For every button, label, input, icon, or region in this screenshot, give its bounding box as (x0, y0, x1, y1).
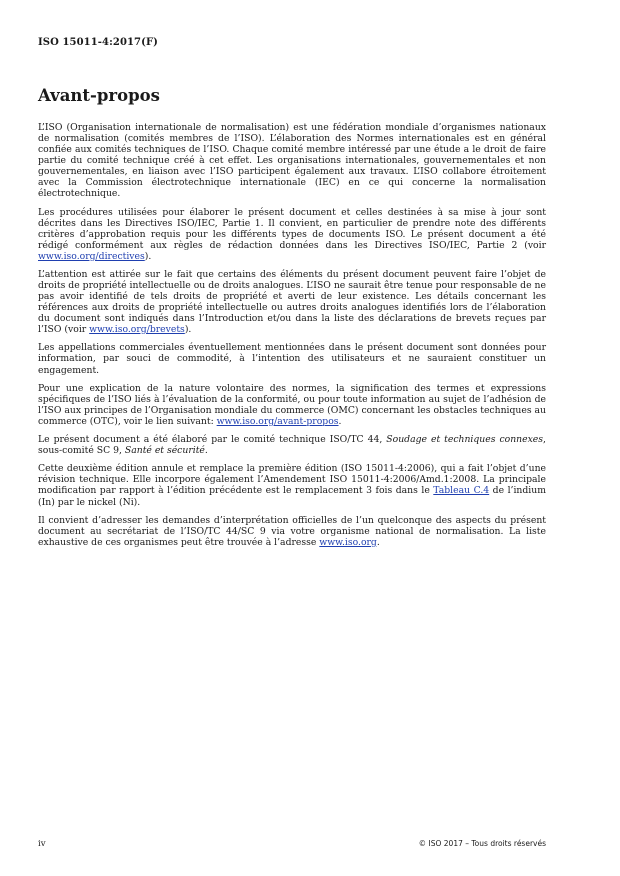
table-c4-link[interactable]: Tableau C.4 (433, 485, 490, 497)
paragraph-text: Il convient d’adresser les demandes d’interprétation officielles de l’un quelconque des aspects du présent document au secrétariat de l’ISO/TC 44/SC 9 via votre organisme national de normalisation. La liste exhaustive de ces organismes peut être trouvée à l’adresse (38, 514, 546, 548)
paragraph-voluntary-nature (38, 383, 546, 427)
paragraph-text: L’attention est attirée sur le fait que certains des éléments du présent document peuvent faire l’objet de droits de propriété intellectuelle ou de droits analogues. L’ISO ne saurait être tenue pour responsable de ne pas avoir identifié de tels droits de propriété et averti de leur existence. Les détails concernant les références aux droits de propriété intellectuelle ou autres droits analogues identifiés lors de l’élaboration du document sont indiqués dans l’Introduction et/ou dans la liste des déclarations de brevets reçues par l’ISO (voir (38, 268, 546, 336)
paragraph-text: Les procédures utilisées pour élaborer le présent document et celles destinées à sa mise à jour sont décrites dans les Directives ISO/IEC, Partie 1. Il convient, en particulier de prendre note des différents critères d’approbation requis pour les différents types de documents ISO. Le présent document a été rédigé conformément aux règles de rédaction données dans les Directives ISO/IEC, Partie 2 (voir (38, 206, 546, 251)
paragraph-committee (38, 434, 546, 456)
paragraph-text: de l’indium (In) par le nickel (Ni). (38, 485, 546, 508)
page-number: iv (38, 839, 46, 849)
paragraph-text: . (338, 415, 342, 427)
document-identifier: ISO 15011-4:2017(F) (38, 37, 158, 48)
page-title: Avant-propos (38, 86, 160, 105)
foreword-body (38, 122, 546, 555)
paragraph-text: Pour une explication de la nature volontaire des normes, la signification des termes et expressions spécifiques de l’ISO liés à l’évaluation de la conformité, ou pour toute information au sujet de l’adhésion de l’ISO aux principes de l’Organisation mondiale du commerce (OMC) concernant les obstacles techniques au commerce (OTC), voir le lien suivant: (38, 382, 546, 427)
patents-link[interactable]: www.iso.org/brevets (89, 324, 185, 336)
paragraph-patents (38, 269, 546, 335)
paragraph-procedures (38, 207, 546, 262)
iso-website-link[interactable]: www.iso.org (319, 536, 377, 548)
paragraph-text: , sous-comité SC 9, (38, 434, 546, 457)
paragraph-text: ). (144, 250, 152, 262)
subcommittee-title: Santé et sécurité (124, 445, 205, 457)
paragraph-interpretation (38, 515, 546, 548)
paragraph-text: . (204, 445, 208, 457)
paragraph-text: ). (184, 324, 192, 336)
paragraph-trade-names: Les appellations commerciales éventuellement mentionnées dans le présent document sont données pour information, par souci de commodité, à l’intention des utilisateurs et ne sauraient constituer un engagement. (38, 342, 546, 376)
copyright-notice: © ISO 2017 – Tous droits réservés (418, 839, 546, 848)
directives-link[interactable]: www.iso.org/directives (38, 250, 145, 262)
paragraph-text: Cette deuxième édition annule et remplace la première édition (ISO 15011-4:2006), qui a fait l’objet d’une révision technique. Elle incorpore également l’Amendement ISO 15011-4:2006/Amd.1:2008. La principale modification par rapport à l’édition précédente est le remplacement 3 fois dans le (38, 463, 546, 497)
paragraph-edition (38, 463, 546, 507)
committee-title: Soudage et techniques connexes (386, 434, 544, 446)
paragraph-text: . (376, 536, 380, 548)
paragraph-text: Le présent document a été élaboré par le comité technique ISO/TC 44, (38, 434, 387, 446)
foreword-link[interactable]: www.iso.org/avant-propos (216, 415, 339, 427)
paragraph-iso-intro: L’ISO (Organisation internationale de normalisation) est une fédération mondiale d’organismes nationaux de normalisation (comités membres de l’ISO). L’élaboration des Normes internationales est en général confiée aux comités techniques de l’ISO. Chaque comité membre intéressé par une étude a le droit de faire partie du comité technique créé à cet effet. Les organisations internationales, gouvernementales et non gouvernementales, en liaison avec l’ISO participent également aux travaux. L’ISO collabore étroitement avec la Commission électrotechnique internationale (IEC) en ce qui concerne la normalisation électrotechnique. (38, 122, 546, 200)
